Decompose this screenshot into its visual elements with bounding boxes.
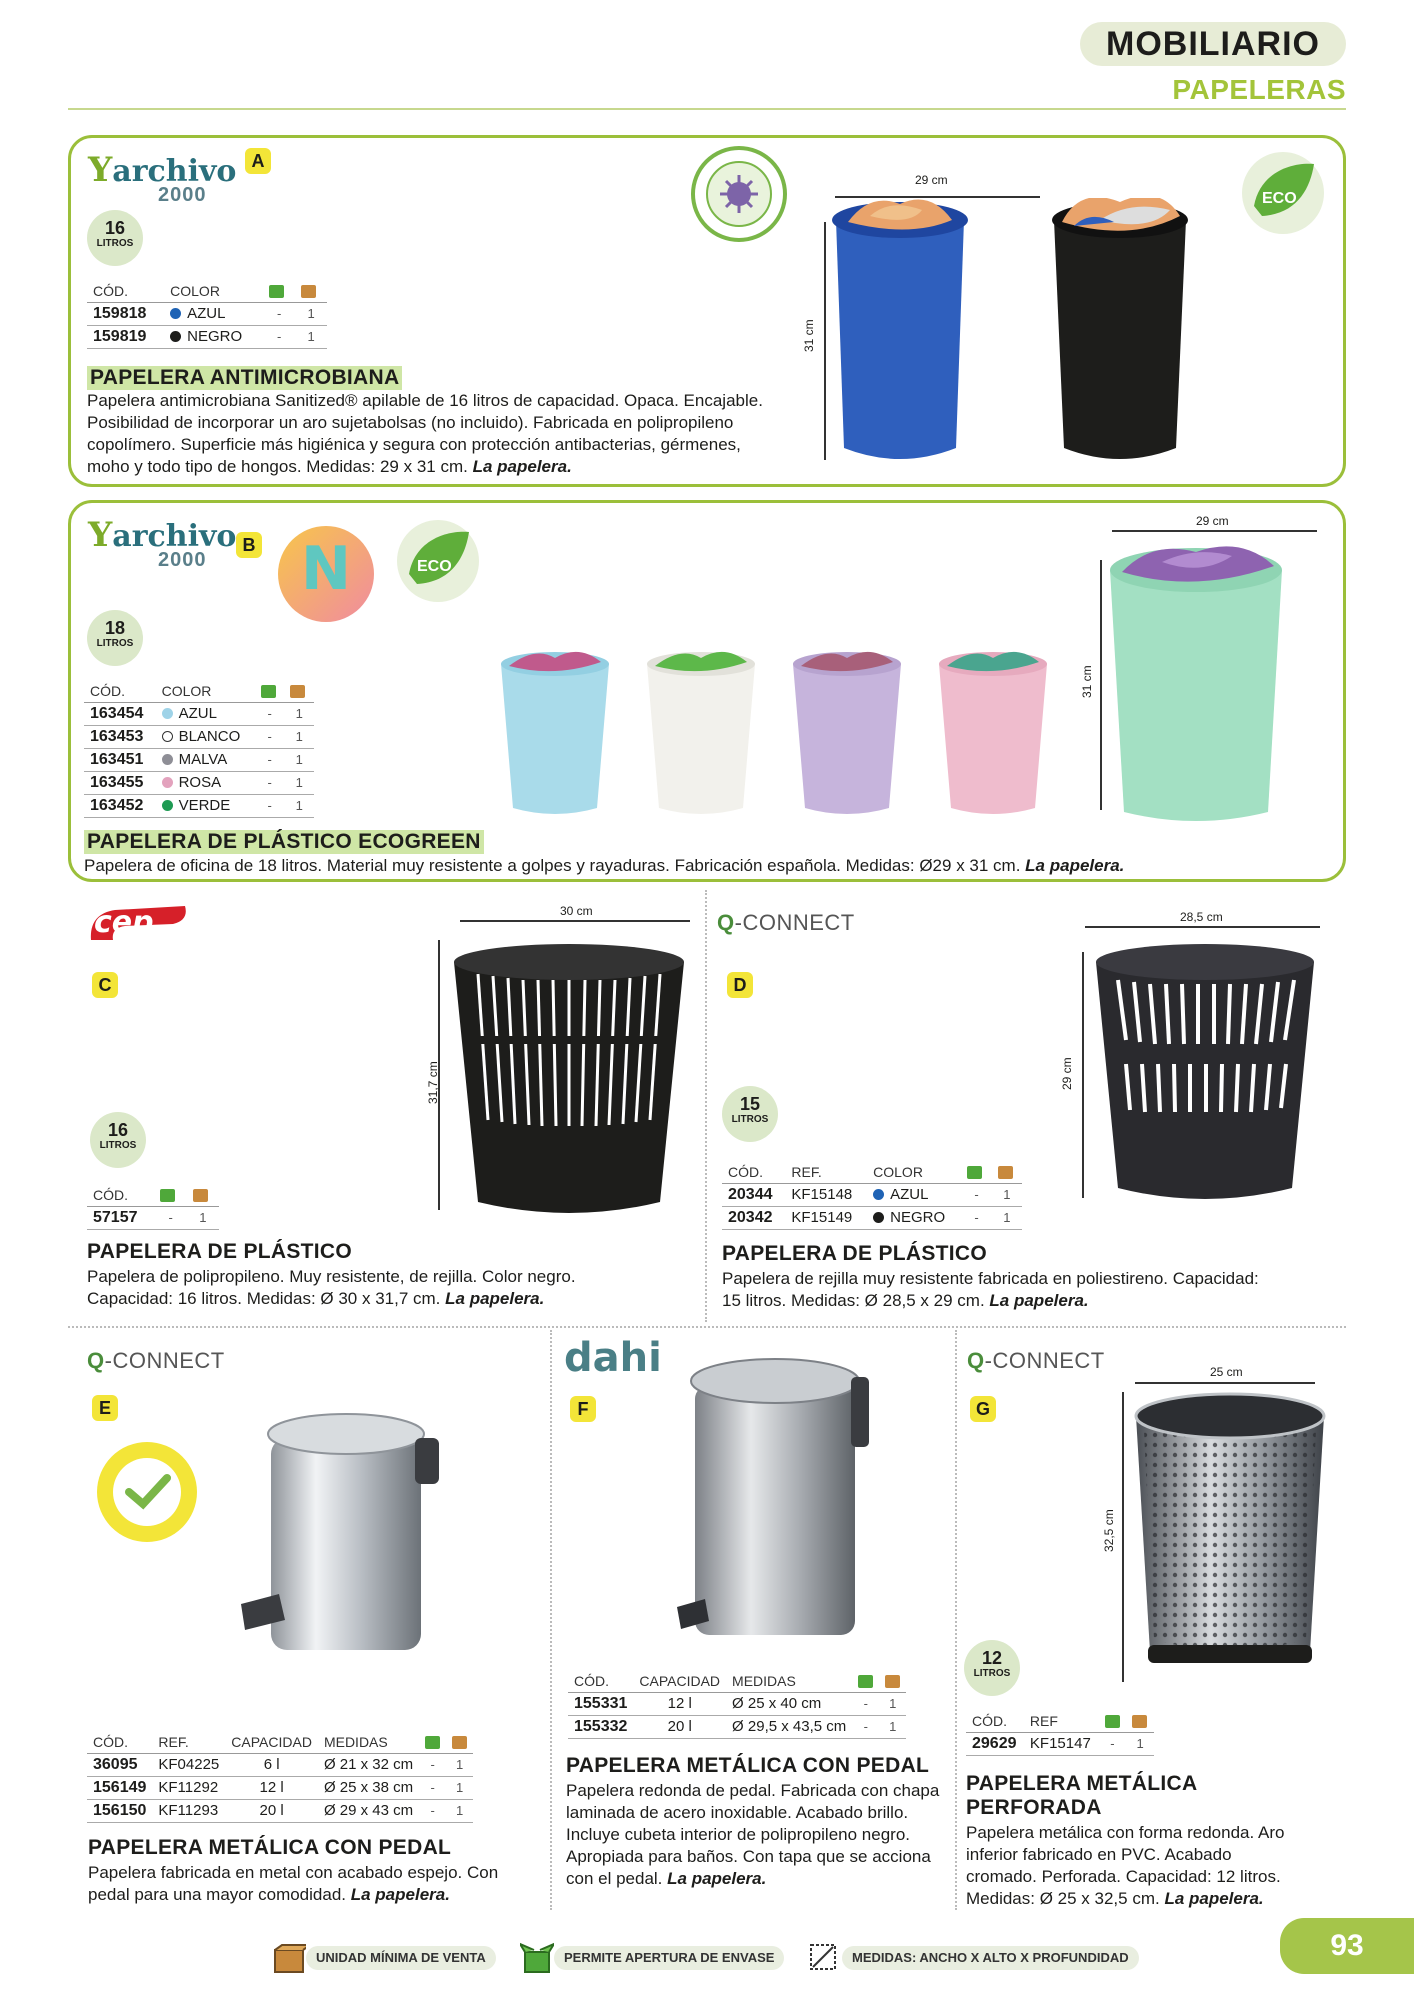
table-row: 159819 NEGRO - 1	[87, 325, 327, 348]
open-box-icon	[269, 285, 284, 298]
product-letter-d: D	[727, 972, 753, 998]
dimension-height: 31,7 cm	[426, 1061, 440, 1104]
table-row: 20344 KF15148 AZUL - 1	[722, 1183, 1022, 1206]
box-icon	[885, 1675, 900, 1688]
product-title: PAPELERA DE PLÁSTICO	[87, 1240, 353, 1263]
dimension-line	[1082, 952, 1084, 1198]
brand-logo-qconnect: Q-CONNECT	[87, 1348, 225, 1373]
color-dot	[162, 754, 173, 765]
section-title: MOBILIARIO	[1106, 25, 1320, 63]
capacity-badge: 12 LITROS	[964, 1640, 1020, 1696]
eco-label: ECO	[1262, 190, 1297, 207]
novelty-letter: N	[300, 534, 352, 604]
product-description: Papelera redonda de pedal. Fabricada con chapa laminada de acero inoxidable. Acabado brillo. Incluye cubeta interior de polipropileno negro. Apropiada para baños. Con tapa que se acciona con el pedal. La papelera.	[566, 1781, 940, 1888]
table-row: 29629 KF15147 - 1	[966, 1732, 1154, 1755]
product-c-image	[448, 940, 690, 1222]
product-letter-f: F	[570, 1396, 596, 1422]
product-g-table: CÓD. REF 29629 KF15147 - 1	[966, 1712, 1154, 1756]
product-d-image	[1090, 940, 1320, 1208]
product-letter-b: B	[236, 532, 262, 558]
col-color: COLOR	[164, 282, 263, 302]
color-dot	[170, 331, 181, 342]
color-dot	[162, 708, 173, 719]
box-icon	[452, 1736, 467, 1749]
product-f-image	[665, 1345, 890, 1645]
product-title: PAPELERA ANTIMICROBIANA	[87, 366, 402, 390]
dimensions-icon	[808, 1942, 838, 1972]
legend-min-unit: UNIDAD MÍNIMA DE VENTA	[306, 1946, 496, 1970]
dimension-line	[1122, 1392, 1124, 1682]
table-row: 163453 BLANCO - 1	[84, 725, 314, 748]
open-box-icon	[520, 1942, 554, 1974]
product-description: Papelera fabricada en metal con acabado espejo. Con pedal para una mayor comodidad. La papelera.	[88, 1863, 499, 1904]
color-dot	[873, 1189, 884, 1200]
table-row: 155332 20 l Ø 29,5 x 43,5 cm - 1	[568, 1715, 906, 1738]
product-f-table: CÓD. CAPACIDAD MEDIDAS 155331 12 l Ø 25 x 40 cm - 1 155332 20 l Ø 29,5 x 43,5 cm - 1	[568, 1672, 906, 1739]
product-title: PERFORADA	[966, 1796, 1102, 1819]
color-dot	[162, 800, 173, 811]
table-row: 156149 KF11292 12 l Ø 25 x 38 cm - 1	[87, 1776, 473, 1799]
table-row: 155331 12 l Ø 25 x 40 cm - 1	[568, 1692, 906, 1715]
product-description: Papelera antimicrobiana Sanitized® apilable de 16 litros de capacidad. Opaca. Encajable. Posibilidad de incorporar un aro sujetabolsas (no incluido). Fabricada en polipropileno copolímero. Superficie más higiénica y segura con protección antibacterias, gérmenes, moho y todo tipo de hongos. Medidas: 29 x 31 cm. La papelera.	[87, 391, 763, 476]
quality-price-seal-icon	[95, 1440, 199, 1544]
open-box-icon	[1105, 1715, 1120, 1728]
product-title: PAPELERA METÁLICA CON PEDAL	[566, 1754, 930, 1777]
product-title: PAPELERA DE PLÁSTICO	[722, 1242, 988, 1265]
product-description: Papelera metálica con forma redonda. Aro inferior fabricado en PVC. Acabado cromado. Perforada. Capacidad: 12 litros. Medidas: Ø 25 x 32,5 cm. La papelera.	[966, 1823, 1285, 1908]
legend-open-package: PERMITE APERTURA DE ENVASE	[554, 1946, 784, 1970]
col-cod: CÓD.	[87, 282, 164, 302]
dimension-line	[1112, 530, 1317, 532]
table-row: 163455 ROSA - 1	[84, 771, 314, 794]
table-row: 156150 KF11293 20 l Ø 29 x 43 cm - 1	[87, 1799, 473, 1822]
dimension-width: 29 cm	[1196, 514, 1229, 528]
product-letter-c: C	[92, 972, 118, 998]
brand-logo-qconnect: Q-CONNECT	[717, 910, 855, 935]
table-row: 57157 - 1	[87, 1206, 219, 1229]
column-separator	[955, 1330, 957, 1910]
column-separator	[550, 1330, 552, 1910]
color-dot	[162, 777, 173, 788]
capacity-badge: 15 LITROS	[722, 1086, 778, 1142]
product-b-small-bins-image	[495, 650, 1075, 820]
brand-name: cep	[94, 905, 154, 940]
row-separator	[68, 1326, 1346, 1328]
open-box-icon	[858, 1675, 873, 1688]
dimension-height: 31 cm	[1080, 665, 1094, 698]
open-box-icon	[425, 1736, 440, 1749]
table-row: 36095 KF04225 6 l Ø 21 x 32 cm - 1	[87, 1753, 473, 1776]
box-icon	[1132, 1715, 1147, 1728]
open-box-icon	[967, 1166, 982, 1179]
product-e-table: CÓD. REF. CAPACIDAD MEDIDAS 36095 KF04225 6 l Ø 21 x 32 cm - 1 156149 KF11292 12 l Ø 25 x 38 cm - 1 156150 KF11293 20 l Ø 29 x 43 cm - 1	[87, 1733, 473, 1823]
product-letter-e: E	[92, 1395, 118, 1421]
table-row: 163452 VERDE - 1	[84, 794, 314, 817]
open-box-icon	[261, 685, 276, 698]
box-icon	[290, 685, 305, 698]
product-description: Papelera de rejilla muy resistente fabricada en poliestireno. Capacidad: 15 litros. Medidas: Ø 28,5 x 29 cm. La papelera.	[722, 1269, 1259, 1310]
capacity-badge: 16 LITROS	[90, 1112, 146, 1168]
box-icon	[301, 285, 316, 298]
product-letter-g: G	[970, 1396, 996, 1422]
dimension-width: 29 cm	[915, 173, 948, 187]
product-title: PAPELERA DE PLÁSTICO ECOGREEN	[84, 830, 484, 854]
box-icon	[998, 1166, 1013, 1179]
table-row: 20342 KF15149 NEGRO - 1	[722, 1206, 1022, 1229]
box-icon	[193, 1189, 208, 1202]
color-dot	[873, 1212, 884, 1223]
product-description: Papelera de oficina de 18 litros. Material muy resistente a golpes y rayaduras. Fabricación española. Medidas: Ø29 x 31 cm. La papelera.	[84, 856, 1125, 875]
dimension-width: 30 cm	[560, 904, 593, 918]
product-a-table	[87, 282, 327, 349]
table-row: 163451 MALVA - 1	[84, 748, 314, 771]
box-icon	[272, 1944, 306, 1974]
product-b-table: CÓD. COLOR 163454 AZUL - 1 163453 BLANCO - 1 163451 MALVA - 1 163455 ROSA - 1 163452 VERDE - 1	[84, 682, 314, 818]
color-dot	[170, 308, 181, 319]
brand-logo-dahi: dahi	[564, 1335, 662, 1381]
product-b-image	[1102, 540, 1292, 825]
product-c-table: CÓD. 57157 - 1	[87, 1186, 219, 1230]
product-g-image	[1130, 1390, 1330, 1680]
dimension-width: 28,5 cm	[1180, 910, 1223, 924]
dimension-line	[1085, 926, 1320, 928]
antimicrobial-seal-icon	[690, 145, 788, 243]
page-number: 93	[1280, 1918, 1414, 1974]
column-separator	[705, 890, 707, 1322]
dimension-line	[1135, 1382, 1315, 1384]
table-row: 163454 AZUL - 1	[84, 702, 314, 725]
dimension-line	[460, 920, 690, 922]
product-d-table: CÓD. REF. COLOR 20344 KF15148 AZUL - 1 20342 KF15149 NEGRO - 1	[722, 1163, 1022, 1230]
dimension-height: 32,5 cm	[1102, 1509, 1116, 1552]
open-box-icon	[160, 1189, 175, 1202]
dimension-width: 25 cm	[1210, 1365, 1243, 1379]
eco-label: ECO	[417, 558, 452, 575]
product-e-image	[235, 1398, 460, 1660]
brand-logo-qconnect: Q-CONNECT	[967, 1348, 1105, 1373]
color-dot	[162, 731, 173, 742]
product-title: PAPELERA METÁLICA CON PEDAL	[88, 1836, 452, 1859]
brand-logo-archivo: Yarchivo 2000	[88, 515, 237, 571]
product-letter-a: A	[245, 148, 271, 174]
table-row: 159818 AZUL - 1	[87, 302, 327, 325]
section-subtitle: PAPELERAS	[1172, 74, 1346, 105]
product-description: Papelera de polipropileno. Muy resistente, de rejilla. Color negro. Capacidad: 16 litros. Medidas: Ø 30 x 31,7 cm. La papelera.	[87, 1267, 576, 1308]
capacity-badge: 18 LITROS	[87, 610, 143, 666]
product-a-image	[830, 198, 1270, 478]
capacity-badge: 16 LITROS	[87, 210, 143, 266]
dimension-height: 31 cm	[802, 319, 816, 352]
brand-logo-archivo: Yarchivo 2000	[88, 150, 237, 206]
product-title: PAPELERA METÁLICA	[966, 1772, 1198, 1795]
legend-dimensions: MEDIDAS: ANCHO X ALTO X PROFUNDIDAD	[842, 1946, 1139, 1970]
dimension-height: 29 cm	[1060, 1057, 1074, 1090]
dimension-line	[824, 222, 826, 460]
header-divider	[68, 108, 1346, 110]
